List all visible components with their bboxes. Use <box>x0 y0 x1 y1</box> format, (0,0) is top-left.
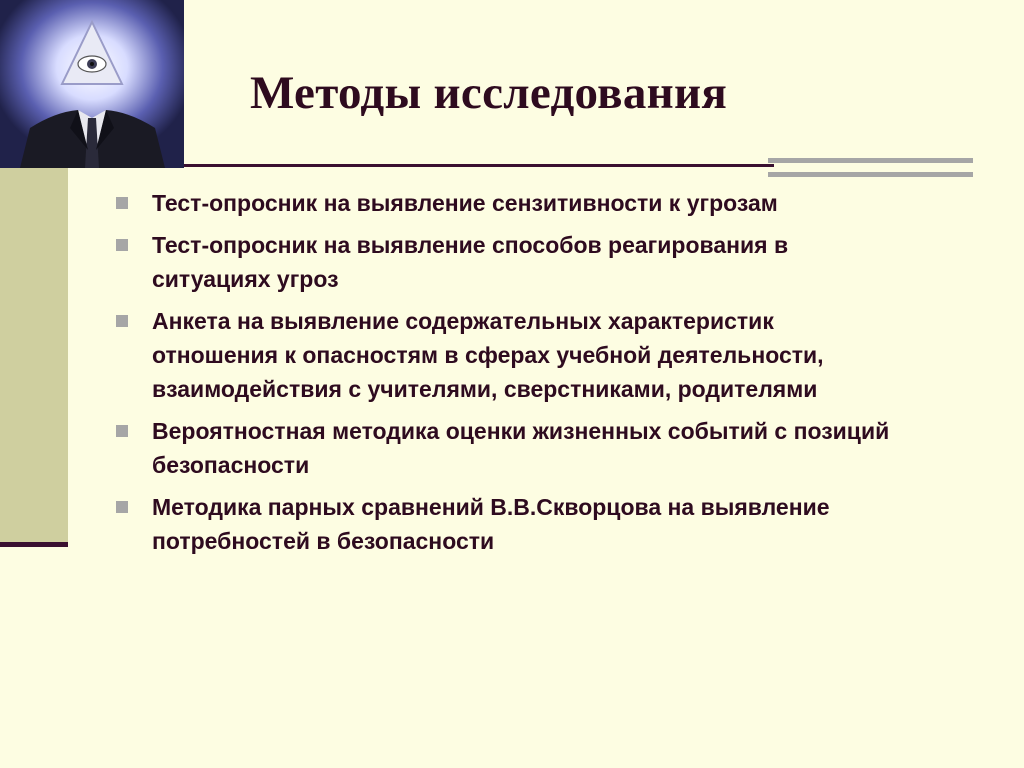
square-bullet-icon <box>116 425 128 437</box>
list-item <box>112 304 892 406</box>
eye-pyramid-icon <box>0 0 184 168</box>
bullet-text: Анкета на выявление содержательных характеристик отношения к опасностям в сферах учебной деятельности, взаимодействия с учителями, сверстниками, родителями <box>152 308 824 402</box>
bullet-text: Вероятностная методика оценки жизненных событий с позиций безопасности <box>152 418 890 478</box>
square-bullet-icon <box>116 197 128 209</box>
list-item <box>112 490 892 558</box>
list-item <box>112 186 892 220</box>
slide-title: Методы исследования <box>250 67 728 119</box>
bullet-list <box>112 186 892 566</box>
square-bullet-icon <box>116 501 128 513</box>
side-band <box>0 168 68 542</box>
bullet-text: Методика парных сравнений В.В.Скворцова на выявление потребностей в безопасности <box>152 494 830 554</box>
side-band-underline <box>0 542 68 547</box>
title-divider <box>184 164 774 167</box>
bullet-text: Тест-опросник на выявление сензитивности к угрозам <box>152 190 778 216</box>
list-item <box>112 414 892 482</box>
eye-pyramid-picture <box>0 0 184 168</box>
divider-gray-stripe-bottom <box>768 172 973 177</box>
square-bullet-icon <box>116 315 128 327</box>
bullet-text: Тест-опросник на выявление способов реагирования в ситуациях угроз <box>152 232 789 292</box>
square-bullet-icon <box>116 239 128 251</box>
list-item <box>112 228 892 296</box>
divider-gray-stripe-top <box>768 158 973 163</box>
